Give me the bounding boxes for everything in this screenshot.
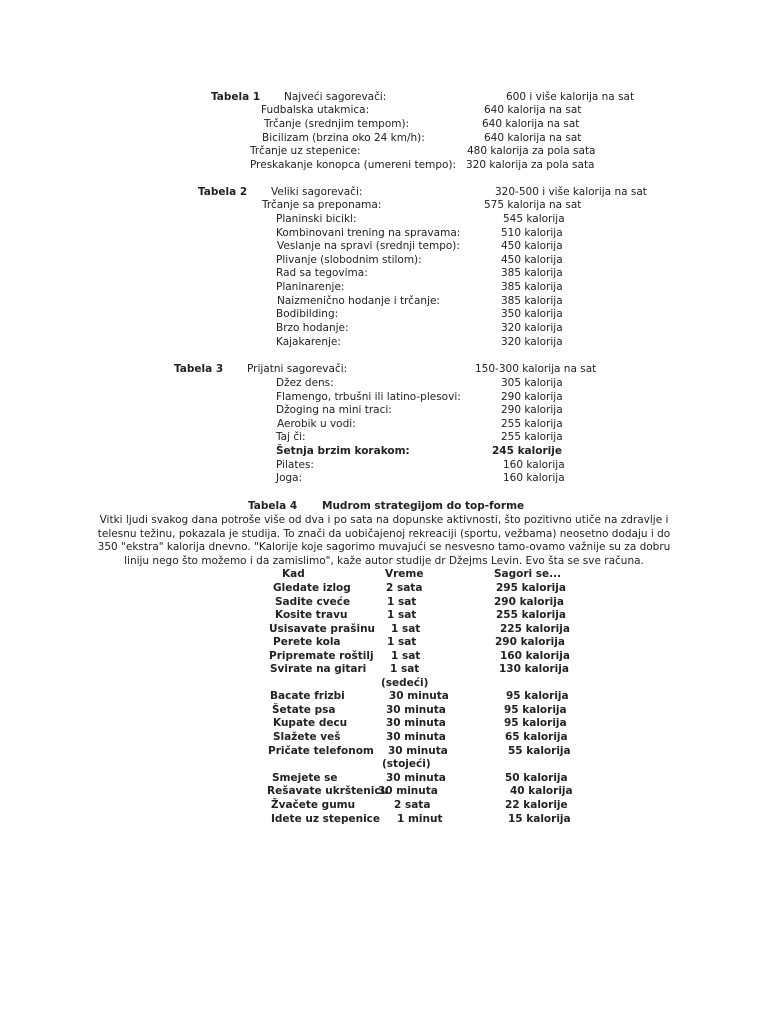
- table-4-cell-sagori: 15 kalorija: [508, 813, 571, 825]
- table-1-row-label: Preskakanje konopca (umereni tempo):: [250, 159, 457, 171]
- table-4-cell-sagori: 95 kalorija: [506, 690, 569, 702]
- table-2-row-label: Planinski bicikl:: [276, 213, 357, 225]
- table-4-cell-note: (sedeći): [381, 677, 429, 689]
- table-1-row-value: 480 kalorija za pola sata: [467, 145, 596, 157]
- table-1-row-value: 640 kalorija na sat: [484, 132, 582, 144]
- table-3-row-value: 160 kalorija: [503, 472, 565, 484]
- table-2-row-value: 510 kalorija: [501, 227, 563, 239]
- table-2-row-value: 385 kalorija: [501, 295, 563, 307]
- table-1-caption: Tabela 1: [211, 91, 261, 103]
- table-3-row-value: 290 kalorija: [501, 391, 563, 403]
- table-4-cell-kad: Pripremate roštilj: [269, 650, 374, 662]
- table-3-header-label: Prijatni sagorevači:: [247, 363, 348, 375]
- table-4-cell-vreme: 30 minuta: [386, 704, 446, 716]
- table-4-cell-kad: Žvačete gumu: [271, 799, 356, 811]
- table-3-header-value: 150-300 kalorija na sat: [475, 363, 597, 375]
- table-4-cell-vreme: 30 minuta: [388, 745, 448, 757]
- table-3-caption: Tabela 3: [174, 363, 224, 375]
- table-4-cell-sagori: 295 kalorija: [496, 582, 566, 594]
- table-4-cell-kad: Usisavate prašinu: [269, 623, 376, 635]
- table-4-cell-vreme: 2 sata: [394, 799, 431, 811]
- table-3-row-value: 290 kalorija: [501, 404, 563, 416]
- table-2-row-value: 320 kalorija: [501, 322, 563, 334]
- table-2-row-label: Veslanje na spravi (srednji tempo):: [277, 240, 460, 252]
- table-2-row-label: Bodibilding:: [276, 308, 339, 320]
- table-4-title: Mudrom strategijom do top-forme: [322, 500, 525, 512]
- table-2-row-value: 320 kalorija: [501, 336, 563, 348]
- table-4-header-vreme: Vreme: [385, 568, 424, 580]
- table-2-header-value: 320-500 i više kalorija na sat: [495, 186, 647, 198]
- table-4-cell-kad: Idete uz stepenice: [271, 813, 381, 825]
- table-2-row-value: 385 kalorija: [501, 267, 563, 279]
- table-3-row-value-highlight: 245 kalorije: [492, 445, 562, 457]
- table-3-row-label: Taj či:: [276, 431, 306, 443]
- table-4-cell-vreme: 2 sata: [386, 582, 423, 594]
- table-4-cell-vreme: 1 sat: [387, 609, 417, 621]
- table-2-row-label: Kajakarenje:: [276, 336, 341, 348]
- table-4-cell-kad: Bacate frizbi: [270, 690, 345, 702]
- table-4-cell-vreme: 1 sat: [390, 663, 420, 675]
- table-4-cell-sagori: 130 kalorija: [499, 663, 569, 675]
- table-1-row-label: Trčanje (srednjim tempom):: [264, 118, 410, 130]
- table-1-row-label: Fudbalska utakmica:: [261, 104, 370, 116]
- table-2-row-value: 450 kalorija: [501, 240, 563, 252]
- table-4-cell-vreme: 30 minuta: [386, 731, 446, 743]
- table-2-row-label: Plivanje (slobodnim stilom):: [276, 254, 422, 266]
- table-4-cell-vreme: 1 minut: [397, 813, 443, 825]
- table-2-row-value: 385 kalorija: [501, 281, 563, 293]
- table-2-row-value: 545 kalorija: [503, 213, 565, 225]
- table-4-cell-kad: Kupate decu: [273, 717, 348, 729]
- table-3-row-label-highlight: Šetnja brzim korakom:: [276, 445, 410, 457]
- table-1-row-label: Trčanje uz stepenice:: [250, 145, 361, 157]
- table-1-header-label: Najveći sagorevači:: [284, 91, 387, 103]
- table-4-cell-vreme: 30 minuta: [386, 717, 446, 729]
- table-3-row-label: Pilates:: [276, 459, 314, 471]
- table-4-cell-kad: Slažete veš: [273, 731, 341, 743]
- table-4-cell-kad: Sadite cveće: [275, 596, 351, 608]
- table-4-cell-sagori: 55 kalorija: [508, 745, 571, 757]
- table-2-row-label: Rad sa tegovima:: [276, 267, 368, 279]
- table-3-row-label: Flamengo, trbušni ili latino-plesovi:: [276, 391, 461, 403]
- table-4-cell-kad: Gledate izlog: [273, 582, 351, 594]
- table-3-row-label: Joga:: [276, 472, 303, 484]
- table-3-row-label: Džez dens:: [276, 377, 334, 389]
- table-4-cell-vreme: 1 sat: [391, 650, 421, 662]
- table-4-cell-sagori: 95 kalorija: [504, 704, 567, 716]
- table-2-caption: Tabela 2: [198, 186, 248, 198]
- table-4-cell-sagori: 65 kalorija: [505, 731, 568, 743]
- table-2-row-label: Kombinovani trening na spravama:: [276, 227, 461, 239]
- table-4-cell-kad: Smejete se: [272, 772, 338, 784]
- table-2-row-value: 350 kalorija: [501, 308, 563, 320]
- table-2-row-label: Brzo hodanje:: [276, 322, 349, 334]
- table-4-cell-kad: Perete kola: [273, 636, 341, 648]
- table-2-row-value: 450 kalorija: [501, 254, 563, 266]
- table-4-cell-note: (stojeći): [382, 758, 431, 770]
- table-4-caption: Tabela 4: [248, 500, 298, 512]
- table-4-header-sagori: Sagori se...: [494, 568, 562, 580]
- table-4-cell-sagori: 50 kalorija: [505, 772, 568, 784]
- table-4-cell-vreme: 30 minuta: [378, 785, 438, 797]
- table-4-cell-vreme: 1 sat: [387, 596, 417, 608]
- table-3-row-value: 160 kalorija: [503, 459, 565, 471]
- table-1-row-label: Bicilizam (brzina oko 24 km/h):: [262, 132, 425, 144]
- table-3-row-label: Aerobik u vodi:: [277, 418, 356, 430]
- table-4-cell-sagori: 290 kalorija: [495, 636, 565, 648]
- table-1-header-value: 600 i više kalorija na sat: [506, 91, 635, 103]
- table-4-cell-vreme: 30 minuta: [389, 690, 449, 702]
- table-4-intro-paragraph: Vitki ljudi svakog dana potroše više od dva i po sata na dopunske aktivnosti, što pozitivno utiče na zdravlje i telesnu težinu, pokazala je studija. To znači da uobičajenoj rekreaciji (sportu, vežbama) neosetno dodaju i do 350 "ekstra" kalorija dnevno. "Kalorije koje sagorimo muvajući se nesvesno tamo-ovamo važnije su za dobru liniju nego što možemo i da zamislimo", kaže autor studije dr Džejms Levin. Evo šta se sve računa.: [97, 514, 671, 567]
- table-2-row-label: Trčanje sa preponama:: [262, 199, 382, 211]
- table-4-cell-vreme: 1 sat: [387, 636, 417, 648]
- table-4-cell-vreme: 30 minuta: [386, 772, 446, 784]
- table-4-cell-kad: Svirate na gitari: [270, 663, 367, 675]
- table-4-cell-kad: Rešavate ukrštenicu: [267, 785, 389, 797]
- table-3-row-label: Džoging na mini traci:: [276, 404, 392, 416]
- table-4-cell-sagori: 290 kalorija: [494, 596, 564, 608]
- table-4-cell-sagori: 22 kalorije: [505, 799, 568, 811]
- table-1-row-value: 320 kalorija za pola sata: [466, 159, 595, 171]
- table-1-row-value: 640 kalorija na sat: [482, 118, 580, 130]
- table-4-cell-sagori: 255 kalorija: [496, 609, 566, 621]
- table-4-cell-sagori: 95 kalorija: [504, 717, 567, 729]
- table-4-cell-kad: Kosite travu: [275, 609, 348, 621]
- table-3-row-value: 255 kalorija: [501, 431, 563, 443]
- table-4-cell-kad: Pričate telefonom: [268, 745, 374, 757]
- table-4-cell-sagori: 225 kalorija: [500, 623, 570, 635]
- table-2-row-label: Planinarenje:: [276, 281, 345, 293]
- table-4-cell-sagori: 160 kalorija: [500, 650, 570, 662]
- table-4-cell-kad: Šetate psa: [272, 704, 336, 716]
- table-3-row-value: 305 kalorija: [501, 377, 563, 389]
- table-2-row-label: Naizmenično hodanje i trčanje:: [277, 295, 440, 307]
- table-4-header-kad: Kad: [282, 568, 305, 580]
- table-4-cell-sagori: 40 kalorija: [510, 785, 573, 797]
- table-4-cell-vreme: 1 sat: [391, 623, 421, 635]
- table-2-header-label: Veliki sagorevači:: [271, 186, 363, 198]
- table-2-row-value: 575 kalorija na sat: [484, 199, 582, 211]
- table-1-row-value: 640 kalorija na sat: [484, 104, 582, 116]
- table-3-row-value: 255 kalorija: [501, 418, 563, 430]
